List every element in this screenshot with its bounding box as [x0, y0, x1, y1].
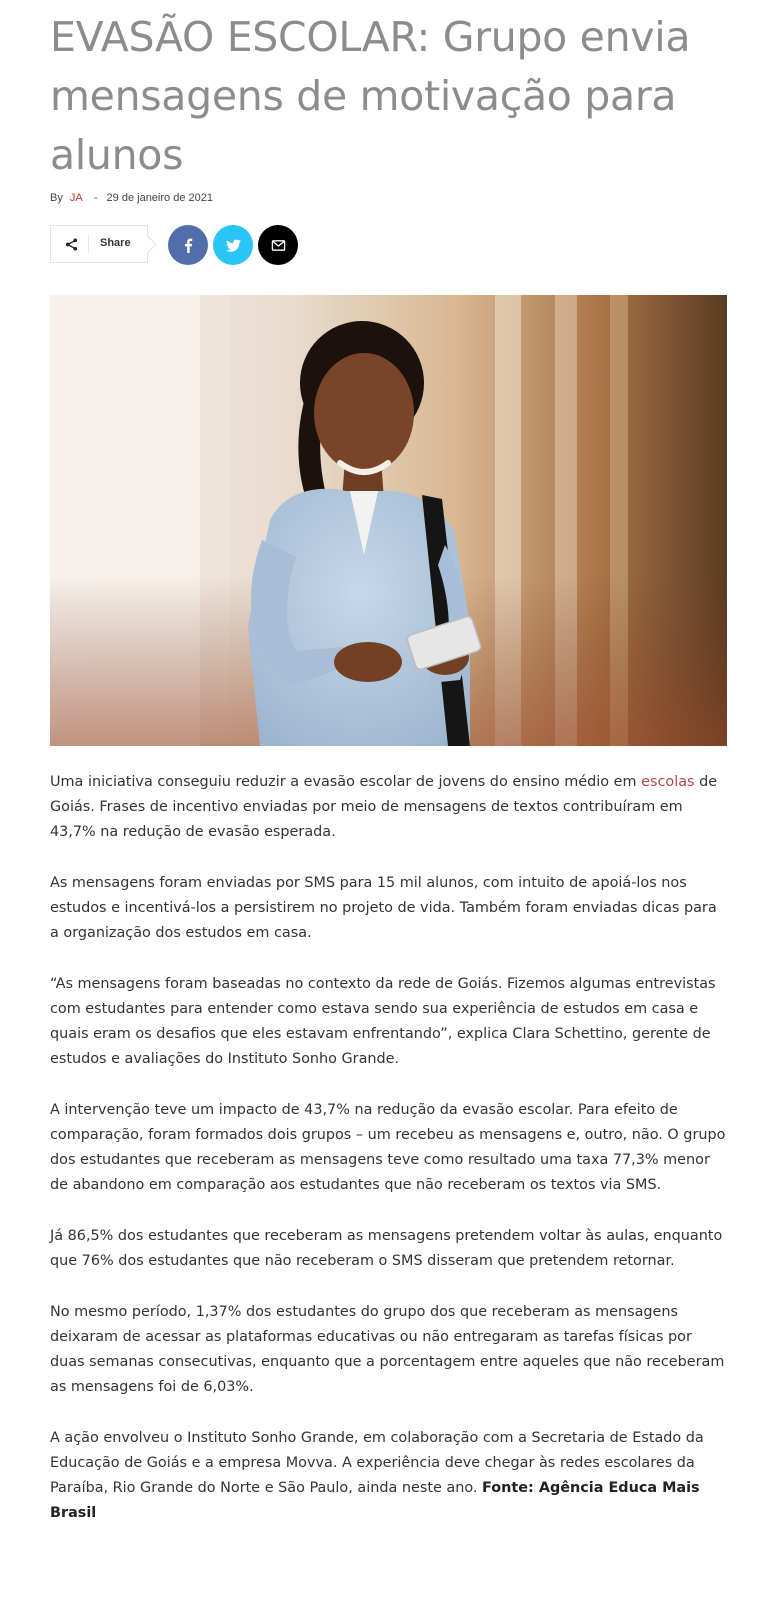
- escolas-link[interactable]: escolas: [641, 774, 695, 790]
- paragraph-1: [50, 770, 730, 845]
- paragraph-4: A intervenção teve um impacto de 43,7% na redução da evasão escolar. Para efeito de comparação, foram formados dois grupos – um recebeu as mensagens e, outro, não. O grupo dos estudantes que receberam as mensagens teve como resultado uma taxa 77,3% menor de abandono em comparação aos estudantes que não receberam os textos via SMS.: [50, 1102, 726, 1193]
- envelope-icon: [271, 238, 286, 253]
- paragraph-7: [50, 1426, 730, 1526]
- share-button[interactable]: [50, 225, 148, 263]
- article-body: [50, 770, 730, 1552]
- article-meta: [50, 192, 213, 204]
- featured-image: [50, 295, 727, 746]
- paragraph-text: Uma iniciativa conseguiu reduzir a evasão escolar de jovens do ensino médio em: [50, 774, 642, 790]
- paragraph-2: As mensagens foram enviadas por SMS para 15 mil alunos, com intuito de apoiá-los nos estudos e incentivá-los a persistirem no projeto de vida. Também foram enviadas dicas para a organização dos estudos em casa.: [50, 875, 717, 941]
- share-label: Share: [100, 237, 131, 249]
- paragraph-text: A ação envolveu o Instituto Sonho Grande, em colaboração com a Secretaria de Estado da Educação de Goiás e a empresa Movva. A experiência deve chegar às redes escolares da Paraíba, Rio Grande do Norte e São Paulo, ainda neste ano.: [50, 1430, 704, 1496]
- paragraph-5: Já 86,5% dos estudantes que receberam as mensagens pretendem voltar às aulas, enquanto que 76% dos estudantes que não receberam o SMS disseram que pretendem retornar.: [50, 1228, 723, 1269]
- share-divider: [88, 235, 89, 253]
- email-share-button[interactable]: [258, 225, 298, 265]
- paragraph-text: de Goiás. Frases de incentivo enviadas por meio de mensagens de textos contribuíram em 43,7% na redução de evasão esperada.: [50, 774, 718, 840]
- paragraph-6: No mesmo período, 1,37% dos estudantes do grupo dos que receberam as mensagens deixaram de acessar as plataformas educativas ou não entregaram as tarefas físicas por duas semanas consecutivas, enquanto que a porcentagem entre aqueles que não receberam as mensagens foi de 6,03%.: [50, 1304, 725, 1395]
- by-label: By: [50, 192, 63, 204]
- article-title: EVASÃO ESCOLAR: Grupo envia mensagens de motivação para alunos: [50, 13, 691, 179]
- twitter-icon: [226, 238, 241, 253]
- share-icon: [65, 238, 78, 251]
- facebook-share-button[interactable]: [168, 225, 208, 265]
- source-credit: Fonte: Agência Educa Mais Brasil: [50, 1480, 700, 1521]
- facebook-icon: [181, 238, 196, 253]
- publish-date: 29 de janeiro de 2021: [106, 192, 213, 204]
- twitter-share-button[interactable]: [213, 225, 253, 265]
- author-link[interactable]: JA: [69, 192, 83, 204]
- meta-separator: -: [93, 192, 98, 204]
- paragraph-3: “As mensagens foram baseadas no contexto da rede de Goiás. Fizemos algumas entrevistas com estudantes para entender como estava sendo sua experiência de estudos em casa e quais eram os desafios que eles estavam enfrentando”, explica Clara Schettino, gerente de estudos e avaliações do Instituto Sonho Grande.: [50, 976, 716, 1067]
